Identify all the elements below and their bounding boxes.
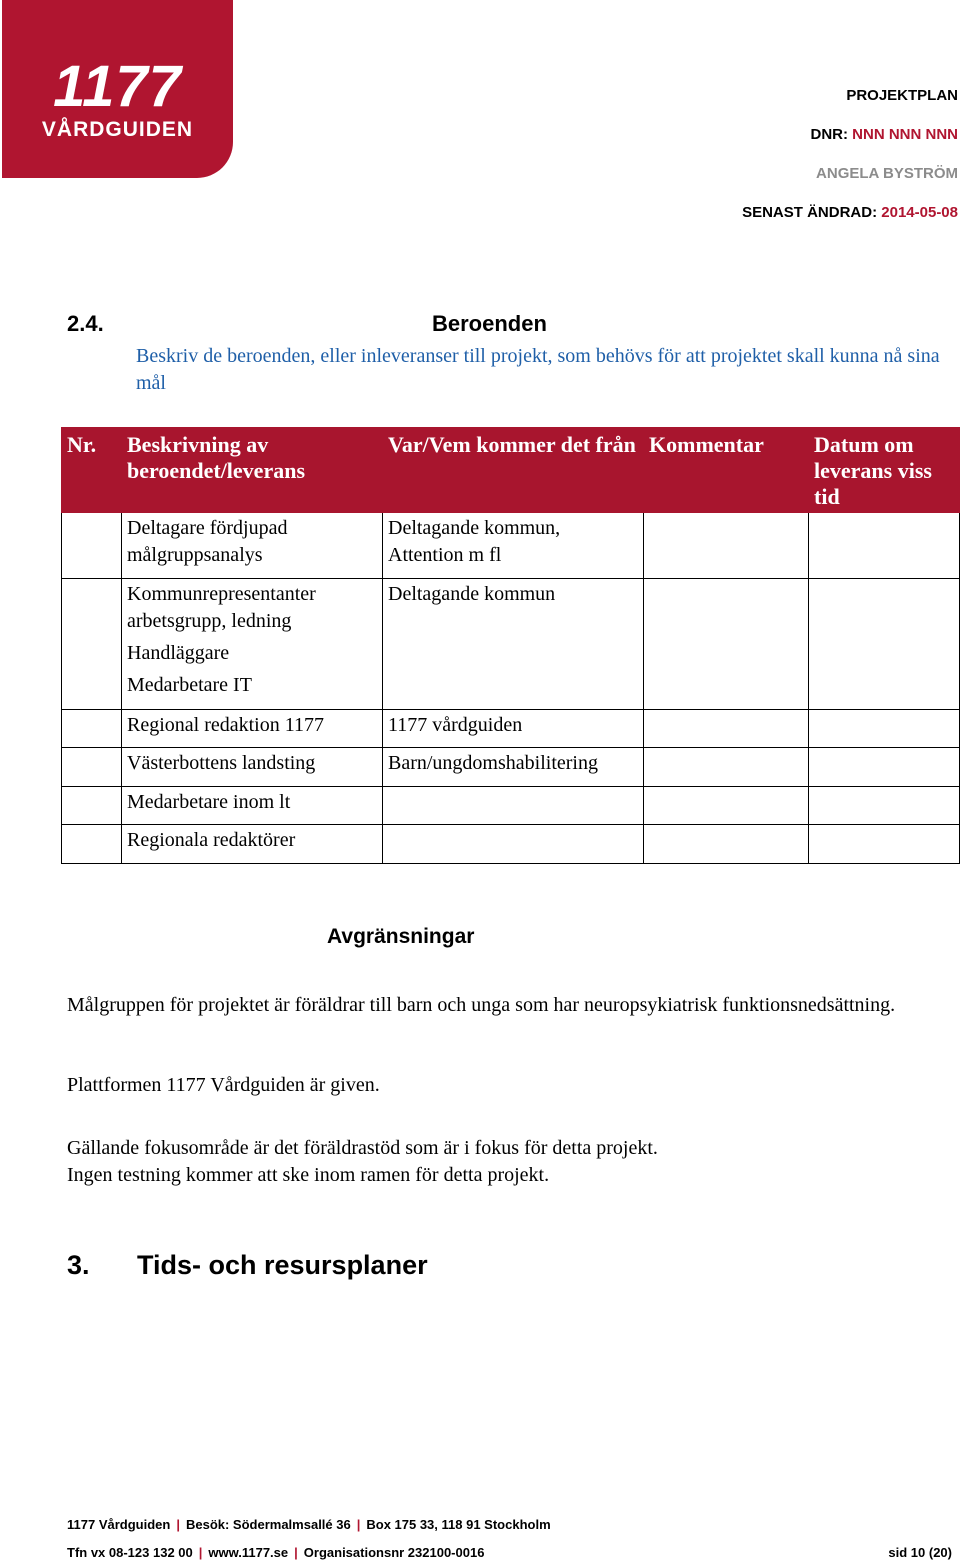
logo-number: 1177 [53, 54, 182, 119]
header-from: Var/Vem kommer det från [383, 428, 644, 513]
table-row [62, 748, 960, 787]
cell-from [383, 787, 644, 825]
table-row [62, 787, 960, 825]
section-number: 2.4. [67, 311, 104, 336]
cell-line: Handläggare [127, 642, 230, 664]
section3-number: 3. [67, 1250, 90, 1280]
footer-separator: | [294, 1545, 298, 1560]
cell-from: Deltagande kommun, Attention m fl [383, 513, 644, 579]
avgransningar-paragraph-3a: Gällande fokusområde är det föräldrastöd som är i fokus för detta projekt. [67, 1137, 658, 1159]
changed-label: SENAST ÄNDRAD: [742, 204, 878, 221]
avgransningar-paragraph-2: Plattformen 1177 Vårdguiden är given. [67, 1074, 380, 1096]
author-line [816, 165, 958, 182]
logo-word: VÅRDGUIDEN [41, 118, 194, 141]
cell-comment [644, 787, 809, 825]
header-nr: Nr. [62, 428, 122, 513]
section-description: Beskriv de beroenden, eller inleveranser till projekt, som behövs för att projektet skall kunna nå sina mål [136, 345, 940, 394]
cell-description: Västerbottens landsting [122, 748, 383, 787]
footer-line-2 [67, 1545, 484, 1560]
header-comment: Kommentar [644, 428, 809, 513]
cell-comment [644, 748, 809, 787]
cell-date [809, 787, 960, 825]
dnr-line [811, 126, 959, 143]
section3-title: Tids- och resursplaner [137, 1250, 428, 1280]
cell-line: Kommunrepresentanter arbetsgrupp, ledning [127, 583, 316, 632]
dependencies-table [61, 427, 960, 864]
footer-separator: | [176, 1517, 180, 1532]
cell-date [809, 825, 960, 864]
cell-comment [644, 710, 809, 748]
footer-box: Box 175 33, 118 91 Stockholm [366, 1517, 551, 1532]
table-header-row [62, 428, 960, 513]
cell-from: Barn/ungdomshabilitering [383, 748, 644, 787]
dnr-value: NNN NNN NNN [852, 126, 958, 143]
cell-nr [62, 787, 122, 825]
cell-nr [62, 748, 122, 787]
cell-line: Medarbetare IT [127, 674, 252, 696]
footer-orgnr: Organisationsnr 232100-0016 [303, 1545, 485, 1560]
page-number: sid 10 (20) [888, 1545, 952, 1560]
cell-date [809, 710, 960, 748]
cell-description [122, 579, 383, 710]
cell-nr [62, 710, 122, 748]
footer-web-link[interactable]: www.1177.se [208, 1545, 289, 1560]
doc-type-label: PROJEKTPLAN [846, 87, 958, 104]
cell-comment [644, 825, 809, 864]
footer-line-1 [67, 1517, 551, 1532]
cell-from: Deltagande kommun [383, 579, 644, 710]
cell-date [809, 579, 960, 710]
cell-description: Regional redaktion 1177 [122, 710, 383, 748]
footer-visit: Besök: Södermalmsallé 36 [185, 1517, 351, 1532]
table-row [62, 513, 960, 579]
cell-nr [62, 825, 122, 864]
section-title: Beroenden [432, 311, 547, 336]
changed-line [742, 204, 958, 221]
avgransningar-paragraph-3b: Ingen testning kommer att ske inom ramen för detta projekt. [67, 1164, 550, 1186]
dnr-label: DNR: [810, 126, 848, 143]
doc-type [846, 87, 958, 104]
cell-nr [62, 579, 122, 710]
cell-description: Deltagare fördjupad målgruppsanalys [122, 513, 383, 579]
header-description: Beskrivning av beroendet/leverans [122, 428, 383, 513]
footer-org: 1177 Vårdguiden [67, 1517, 171, 1532]
avgransningar-paragraph-1: Målgruppen för projektet är föräldrar till barn och unga som har neuropsykiatrisk funktionsnedsättning. [67, 994, 896, 1016]
table-row [62, 710, 960, 748]
avgransningar-title: Avgränsningar [327, 925, 475, 948]
footer-phone: Tfn vx 08-123 132 00 [67, 1545, 193, 1560]
footer-separator: | [198, 1545, 203, 1560]
cell-from: 1177 vårdguiden [383, 710, 644, 748]
table-row [62, 579, 960, 710]
author: ANGELA BYSTRÖM [816, 165, 958, 182]
cell-description: Regionala redaktörer [122, 825, 383, 864]
cell-nr [62, 513, 122, 579]
changed-value: 2014-05-08 [881, 204, 958, 221]
cell-date [809, 748, 960, 787]
logo-1177-vardguiden [2, 0, 233, 178]
cell-date [809, 513, 960, 579]
header-date: Datum om leverans viss tid [809, 428, 960, 513]
cell-comment [644, 579, 809, 710]
cell-description: Medarbetare inom lt [122, 787, 383, 825]
footer-separator: | [356, 1517, 361, 1532]
cell-from [383, 825, 644, 864]
cell-comment [644, 513, 809, 579]
table-row [62, 825, 960, 864]
